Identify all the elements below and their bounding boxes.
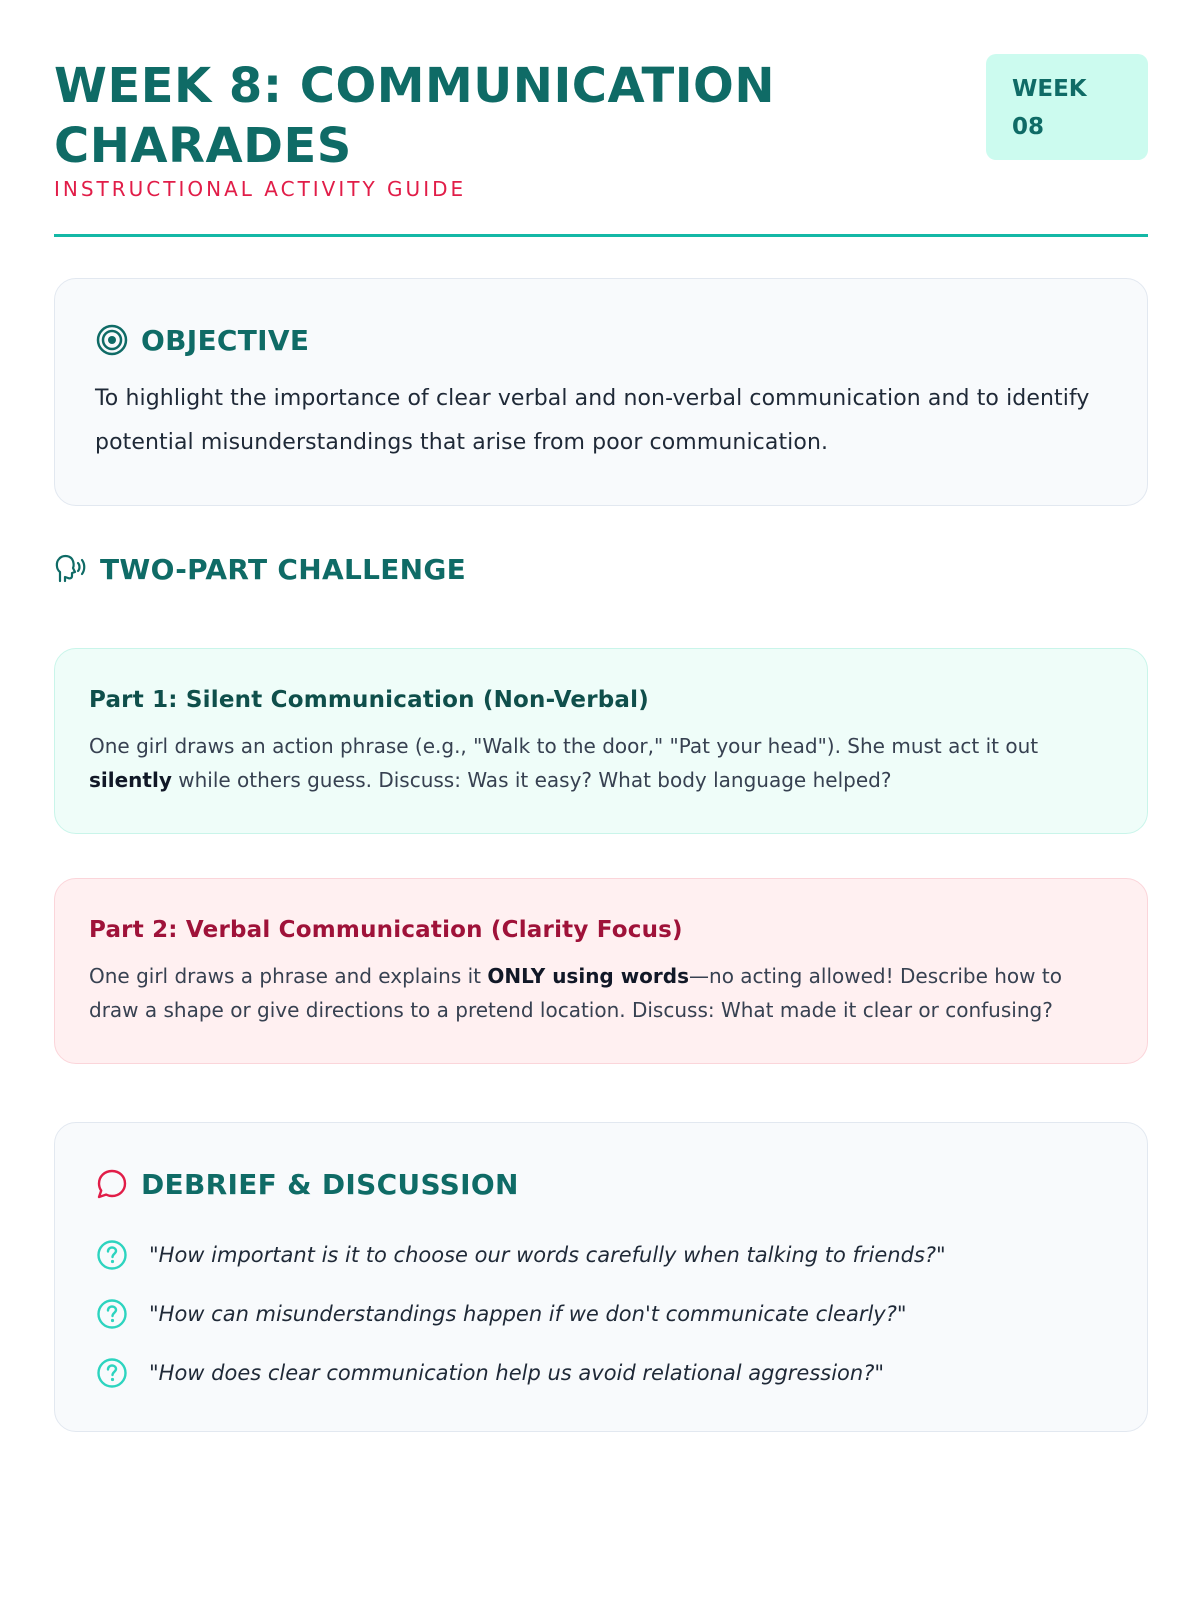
header-divider bbox=[54, 234, 1148, 237]
target-icon bbox=[95, 323, 129, 357]
part-2-text-b: —no acting allowed! Describe how to draw a shape or give directions to a pretend location. Discuss: What made it clear or confusing? bbox=[89, 964, 1062, 1022]
speaking-head-icon bbox=[54, 552, 88, 586]
part-1-title: Part 1: Silent Communication (Non-Verbal) bbox=[89, 687, 649, 713]
title-line-2: CHARADES bbox=[54, 118, 352, 174]
title-line-1: WEEK 8: COMMUNICATION bbox=[54, 58, 776, 114]
question-circle-icon bbox=[95, 1238, 129, 1272]
activity-guide-page bbox=[54, 52, 1148, 1385]
page-title bbox=[54, 56, 954, 176]
week-badge-label: WEEK bbox=[1012, 76, 1087, 102]
objective-text: To highlight the importance of clear verbal and non-verbal communication and to identify potential misunderstandings that arise from poor communication. bbox=[95, 386, 1090, 455]
debrief-heading: DEBRIEF & DISCUSSION bbox=[141, 1167, 519, 1201]
question-text: "How does clear communication help us avoid relational aggression?" bbox=[149, 1360, 885, 1385]
header bbox=[54, 52, 1148, 237]
challenge-heading: TWO-PART CHALLENGE bbox=[100, 552, 467, 586]
part-2-card bbox=[54, 878, 1148, 1064]
question-circle-icon bbox=[95, 1297, 129, 1331]
question-list bbox=[95, 1225, 1107, 1402]
part-2-text bbox=[89, 959, 1113, 1027]
week-badge bbox=[986, 54, 1148, 160]
debrief-card bbox=[54, 1122, 1148, 1432]
speech-bubble-icon bbox=[95, 1167, 129, 1201]
part-2-title: Part 2: Verbal Communication (Clarity Focus) bbox=[89, 917, 683, 943]
part-2-text-bold: ONLY using words bbox=[487, 964, 690, 988]
objective-heading-row bbox=[95, 323, 1107, 357]
part-1-text-a: One girl draws an action phrase (e.g., "Walk to the door," "Pat your head"). She must act it out bbox=[89, 734, 1039, 758]
challenge-heading-row bbox=[54, 552, 466, 586]
page-subtitle: INSTRUCTIONAL ACTIVITY GUIDE bbox=[54, 177, 467, 201]
debrief-heading-row bbox=[95, 1167, 1107, 1201]
list-item bbox=[95, 1225, 1107, 1284]
question-circle-icon bbox=[95, 1356, 129, 1390]
week-badge-number: 08 bbox=[1012, 114, 1045, 140]
part-2-text-a: One girl draws a phrase and explains it bbox=[89, 964, 488, 988]
list-item bbox=[95, 1343, 1107, 1402]
part-1-card bbox=[54, 648, 1148, 834]
objective-heading: OBJECTIVE bbox=[141, 323, 310, 357]
part-1-text bbox=[89, 729, 1113, 797]
objective-card bbox=[54, 278, 1148, 506]
part-1-text-bold: silently bbox=[89, 768, 172, 792]
question-text: "How can misunderstandings happen if we don't communicate clearly?" bbox=[149, 1301, 907, 1326]
list-item bbox=[95, 1284, 1107, 1343]
part-1-text-b: while others guess. Discuss: Was it easy? What body language helped? bbox=[171, 768, 892, 792]
question-text: "How important is it to choose our words carefully when talking to friends?" bbox=[149, 1242, 946, 1267]
